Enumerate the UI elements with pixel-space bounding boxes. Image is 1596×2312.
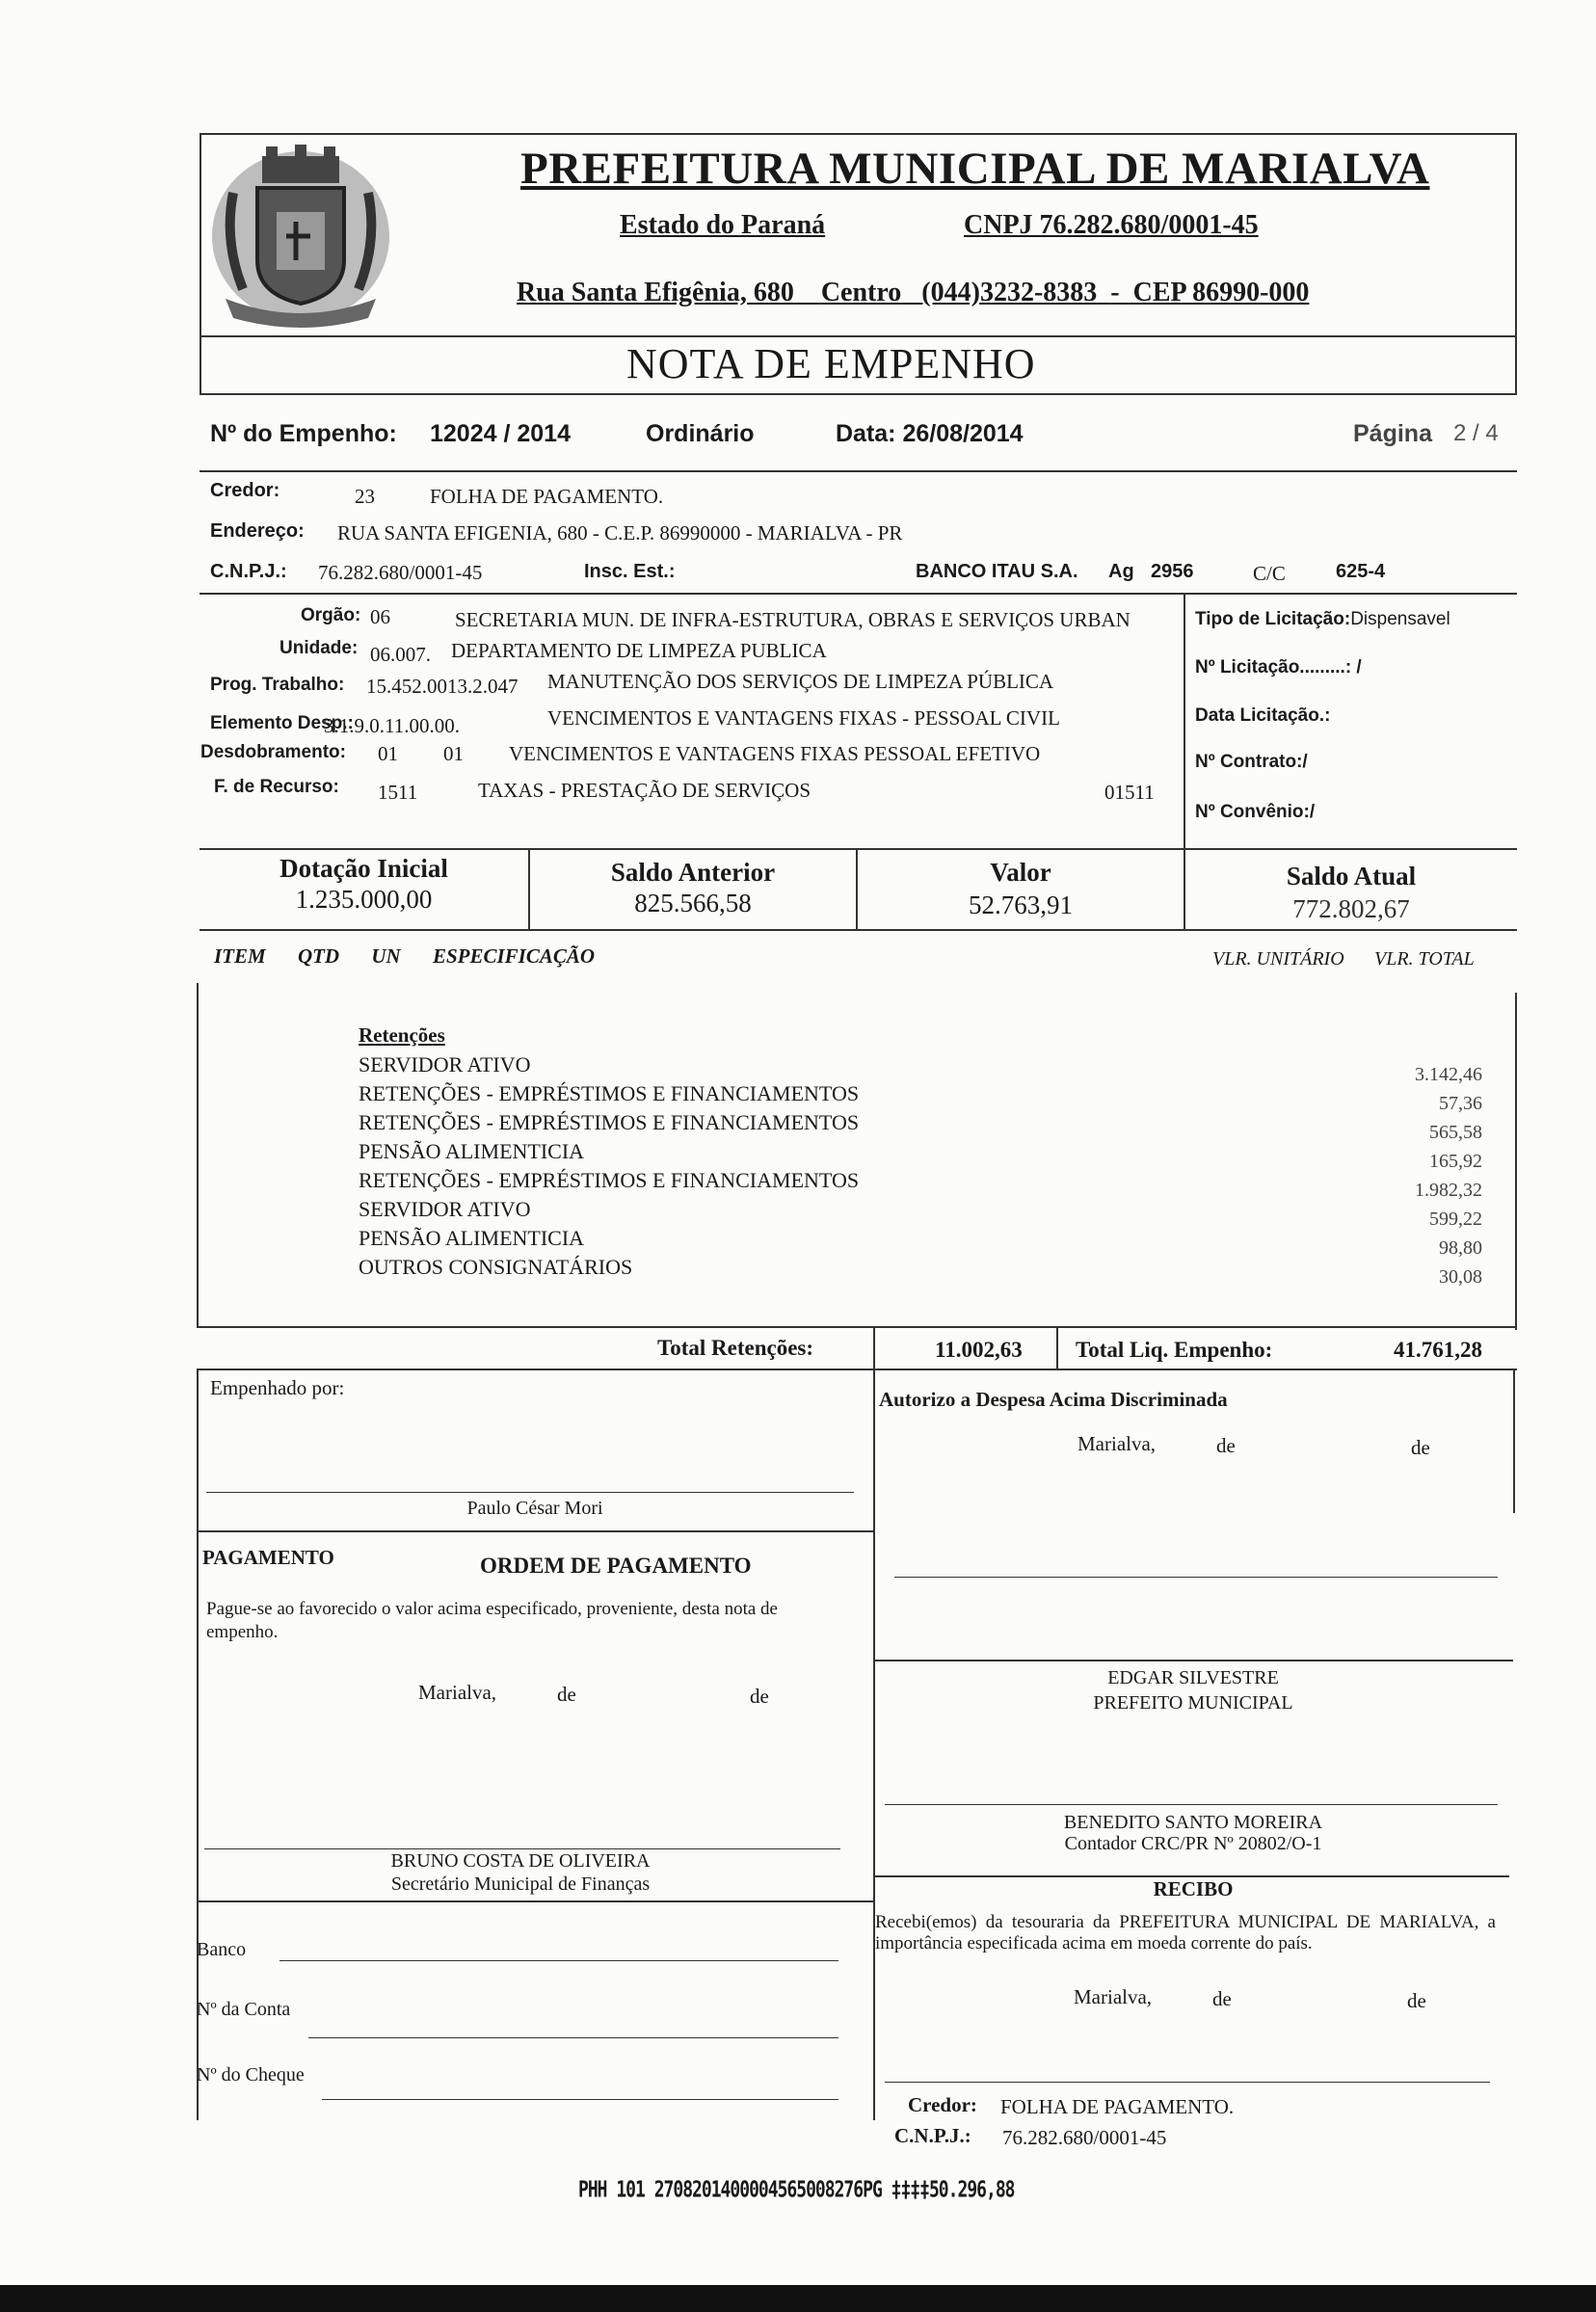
- desdobramento-a: 01: [378, 742, 398, 765]
- convenio-label: Nº Convênio:/: [1195, 802, 1316, 822]
- saldo-bottom: [200, 929, 1517, 931]
- totais-divider-2: [1056, 1326, 1058, 1370]
- prefeito-top-line: [894, 1577, 1498, 1578]
- retencoes-values: [1291, 1060, 1482, 1291]
- col-vlr-unitario: VLR. UNITÁRIO: [1212, 948, 1344, 970]
- dotacao-divider: [200, 848, 1517, 850]
- footer-right-border: [1513, 1369, 1515, 1513]
- retencao-value: 30,08: [1439, 1266, 1482, 1288]
- retencoes-list: [359, 1050, 937, 1282]
- orgao-value: SECRETARIA MUN. DE INFRA-ESTRUTURA, OBRAS E SERVIÇOS URBAN: [455, 608, 1130, 631]
- saldo-anterior-label: Saldo Anterior: [610, 858, 776, 887]
- page-title: PREFEITURA MUNICIPAL DE MARIALVA: [520, 144, 1430, 194]
- elemento-code: 3.1.9.0.11.00.00.: [324, 714, 460, 737]
- retencao-value: 565,58: [1429, 1122, 1482, 1143]
- licitacao-tipo-label: [1195, 609, 1450, 630]
- desdobramento-b: 01: [443, 742, 464, 765]
- endereco-label: Endereço:: [210, 520, 305, 542]
- recibo-heading: RECIBO: [1153, 1877, 1234, 1900]
- retencao-value: 98,80: [1439, 1237, 1482, 1259]
- retencao-desc: PENSÃO ALIMENTICIA: [359, 1226, 585, 1250]
- dotacao-inicial-label: Dotação Inicial: [279, 854, 448, 883]
- retencao-value: 1.982,32: [1415, 1180, 1482, 1201]
- agencia-value: 2956: [1151, 561, 1194, 582]
- desdobramento-label: Desdobramento:: [200, 742, 346, 762]
- total-liquido-label: Total Liq. Empenho:: [1076, 1338, 1273, 1362]
- totais-bottom: [197, 1369, 1517, 1370]
- valor-label: Valor: [990, 858, 1051, 887]
- retencao-desc: RETENÇÕES - EMPRÉSTIMOS E FINANCIAMENTOS: [359, 1081, 860, 1105]
- header-divider: [200, 335, 1517, 337]
- col-especificacao: ESPECIFICAÇÃO: [432, 944, 596, 968]
- credor-divider: [200, 593, 1517, 595]
- scan-bottom-edge: [0, 2285, 1596, 2312]
- retencao-value: 599,22: [1429, 1209, 1482, 1230]
- retencao-desc: RETENÇÕES - EMPRÉSTIMOS E FINANCIAMENTOS: [359, 1168, 860, 1192]
- licitacao-tipo-label-text: Tipo de Licitação:: [1195, 609, 1351, 629]
- prefeito-title: PREFEITO MUNICIPAL: [1093, 1692, 1293, 1714]
- autorizo-marialva: Marialva,: [1077, 1432, 1157, 1455]
- estado-label: Estado do Paraná: [620, 210, 826, 240]
- credor-name: FOLHA DE PAGAMENTO.: [430, 485, 664, 508]
- unidade-label: Unidade:: [279, 638, 359, 658]
- items-left-border: [197, 983, 199, 1326]
- endereco-value: RUA SANTA EFIGENIA, 680 - C.E.P. 86990000 - MARIALVA - PR: [337, 521, 903, 545]
- autorizo-de-1: de: [1216, 1434, 1236, 1457]
- pagina-label: Página: [1353, 420, 1432, 447]
- pagina-value: 2 / 4: [1453, 420, 1499, 446]
- cc-value: 625-4: [1336, 561, 1386, 582]
- secretario-name: BRUNO COSTA DE OLIVEIRA: [390, 1850, 651, 1872]
- credor-code: 23: [355, 485, 375, 508]
- col-qtd: QTD: [297, 944, 340, 968]
- pague-text: Pague-se ao favorecido o valor acima especificado, proveniente, desta nota de empenho.: [206, 1599, 778, 1642]
- empenhado-bottom: [197, 1530, 875, 1532]
- address-line: [517, 278, 1309, 308]
- elemento-value: VENCIMENTOS E VANTAGENS FIXAS - PESSOAL CIVIL: [547, 706, 1060, 730]
- totais-top: [197, 1326, 1517, 1328]
- secretario-title: Secretário Municipal de Finanças: [390, 1874, 651, 1895]
- address-phone: (044)3232-8383: [921, 278, 1098, 307]
- retencoes-heading: Retenções: [359, 1023, 445, 1047]
- retencao-value: 57,36: [1439, 1093, 1482, 1114]
- licitacao-tipo-value: Dispensavel: [1350, 609, 1450, 629]
- orgao-code: 06: [370, 605, 390, 628]
- column-header-row: [214, 944, 595, 969]
- banco-line: [279, 1960, 838, 1961]
- totais-divider-1: [873, 1326, 875, 1370]
- recibo-credor-value: FOLHA DE PAGAMENTO.: [1000, 2095, 1235, 2118]
- recibo-text: Recebi(emos) da tesouraria da PREFEITURA MUNICIPAL DE MARIALVA, a importância especificada acima em moeda corrente do país.: [875, 1912, 1496, 1953]
- address-cep: CEP 86990-000: [1132, 278, 1310, 307]
- autorizo-bottom: [873, 1660, 1513, 1661]
- retencao-desc: RETENÇÕES - EMPRÉSTIMOS E FINANCIAMENTOS: [359, 1110, 860, 1134]
- retencao-desc: SERVIDOR ATIVO: [359, 1197, 531, 1221]
- total-retencoes-label: Total Retenções:: [657, 1336, 814, 1360]
- orgao-label: Orgão:: [301, 605, 361, 625]
- pagamento-bottom-left: [197, 1900, 875, 1902]
- conta-line: [308, 2037, 838, 2038]
- empenho-tipo: Ordinário: [646, 420, 755, 447]
- contador-name: BENEDITO SANTO MOREIRA: [1063, 1812, 1323, 1833]
- recibo-de-2: de: [1407, 1989, 1426, 2012]
- pagamento-de-1: de: [557, 1683, 576, 1706]
- empenhado-name: Paulo César Mori: [466, 1498, 603, 1519]
- recibo-cnpj-value: 76.282.680/0001-45: [1002, 2126, 1167, 2149]
- desdobramento-value: VENCIMENTOS E VANTAGENS FIXAS PESSOAL EFETIVO: [509, 742, 1041, 765]
- total-liquido-value: 41.761,28: [1394, 1338, 1482, 1362]
- retencao-desc: PENSÃO ALIMENTICIA: [359, 1139, 585, 1163]
- recurso-code: 1511: [378, 781, 418, 804]
- prog-code: 15.452.0013.2.047: [366, 675, 519, 698]
- contrato-label: Nº Contrato:/: [1195, 752, 1308, 772]
- conta-label: Nº da Conta: [197, 1999, 291, 2020]
- bank-stamp-text: PHH 101 2708201400004565008276PG ‡‡‡‡50.296,88: [578, 2176, 1015, 2204]
- banco-value: BANCO ITAU S.A.: [916, 561, 1078, 582]
- recibo-cnpj-label: C.N.P.J.:: [894, 2124, 971, 2147]
- recibo-signature-line: [885, 2082, 1490, 2083]
- saldo-anterior-value: 825.566,58: [634, 889, 752, 917]
- prog-value: MANUTENÇÃO DOS SERVIÇOS DE LIMPEZA PÚBLICA: [547, 670, 1054, 693]
- prefeito-name: EDGAR SILVESTRE: [1107, 1667, 1279, 1688]
- empenho-data: Data: 26/08/2014: [836, 420, 1024, 447]
- pagamento-de-2: de: [750, 1685, 769, 1708]
- recurso-code-2: 01511: [1104, 781, 1155, 804]
- address-dash: -: [1110, 278, 1120, 307]
- pagamento-label: PAGAMENTO: [202, 1546, 334, 1569]
- info-divider: [200, 470, 1517, 472]
- document-title: NOTA DE EMPENHO: [626, 340, 1036, 387]
- col-item: ITEM: [214, 944, 266, 968]
- contador-title: Contador CRC/PR Nº 20802/O-1: [1064, 1833, 1322, 1854]
- col-vlr-total: VLR. TOTAL: [1374, 948, 1475, 970]
- saldo-atual-label: Saldo Atual: [1286, 862, 1417, 890]
- items-right-border: [1515, 993, 1517, 1330]
- pagamento-marialva: Marialva,: [418, 1681, 497, 1704]
- valor-value: 52.763,91: [969, 890, 1073, 919]
- recibo-marialva: Marialva,: [1074, 1985, 1153, 2008]
- recibo-credor-label: Credor:: [908, 2093, 977, 2116]
- saldo-atual-value: 772.802,67: [1292, 894, 1410, 923]
- col-un: UN: [371, 944, 401, 968]
- retencao-value: 3.142,46: [1415, 1064, 1482, 1085]
- unidade-code: 06.007.: [370, 643, 431, 666]
- recurso-label: F. de Recurso:: [214, 777, 339, 797]
- retencao-value: 165,92: [1429, 1151, 1482, 1172]
- retencao-desc: OUTROS CONSIGNATÁRIOS: [359, 1255, 633, 1279]
- contador-signature-line: [885, 1804, 1498, 1805]
- empenhado-label: Empenhado por:: [210, 1376, 345, 1399]
- coat-of-arms-logo: [204, 135, 397, 332]
- insc-label: Insc. Est.:: [584, 561, 676, 582]
- autorizo-label: Autorizo a Despesa Acima Discriminada: [879, 1388, 1228, 1411]
- cheque-label: Nº do Cheque: [197, 2064, 305, 2086]
- address-centro: Centro: [820, 278, 902, 307]
- empenho-label: Nº do Empenho:: [210, 420, 397, 447]
- cnpj-value: 76.282.680/0001-45: [318, 561, 483, 584]
- ordem-pagamento-label: ORDEM DE PAGAMENTO: [480, 1554, 752, 1578]
- address-street: Rua Santa Efigênia, 680: [517, 278, 794, 307]
- elemento-label: Elemento Desp.:: [210, 713, 354, 733]
- autorizo-de-2: de: [1411, 1436, 1430, 1459]
- cheque-line: [322, 2099, 838, 2100]
- cnpj-label: C.N.P.J.:: [210, 561, 287, 582]
- prog-label: Prog. Trabalho:: [210, 675, 345, 695]
- unidade-value: DEPARTAMENTO DE LIMPEZA PUBLICA: [451, 639, 827, 662]
- secretario-signature-line: [204, 1848, 840, 1849]
- dotacao-vertical-divider: [1184, 593, 1185, 848]
- licitacao-numero: Nº Licitação.........: /: [1195, 657, 1362, 678]
- banco-label: Banco: [197, 1939, 247, 1960]
- empenhado-signature-line: [206, 1492, 854, 1493]
- footer-center-divider: [873, 1369, 875, 2120]
- cc-label: C/C: [1253, 562, 1286, 585]
- empenho-number: 12024 / 2014: [430, 420, 571, 447]
- credor-label: Credor:: [210, 480, 280, 501]
- recurso-value: TAXAS - PRESTAÇÃO DE SERVIÇOS: [478, 779, 811, 802]
- licitacao-data: Data Licitação.:: [1195, 705, 1331, 726]
- dotacao-inicial-value: 1.235.000,00: [295, 885, 433, 914]
- retencao-desc: SERVIDOR ATIVO: [359, 1052, 531, 1076]
- agencia-label: Ag: [1108, 561, 1134, 582]
- recibo-de-1: de: [1212, 1987, 1232, 2010]
- cnpj-header: CNPJ 76.282.680/0001-45: [964, 210, 1259, 240]
- total-retencoes-value: 11.002,63: [935, 1338, 1023, 1362]
